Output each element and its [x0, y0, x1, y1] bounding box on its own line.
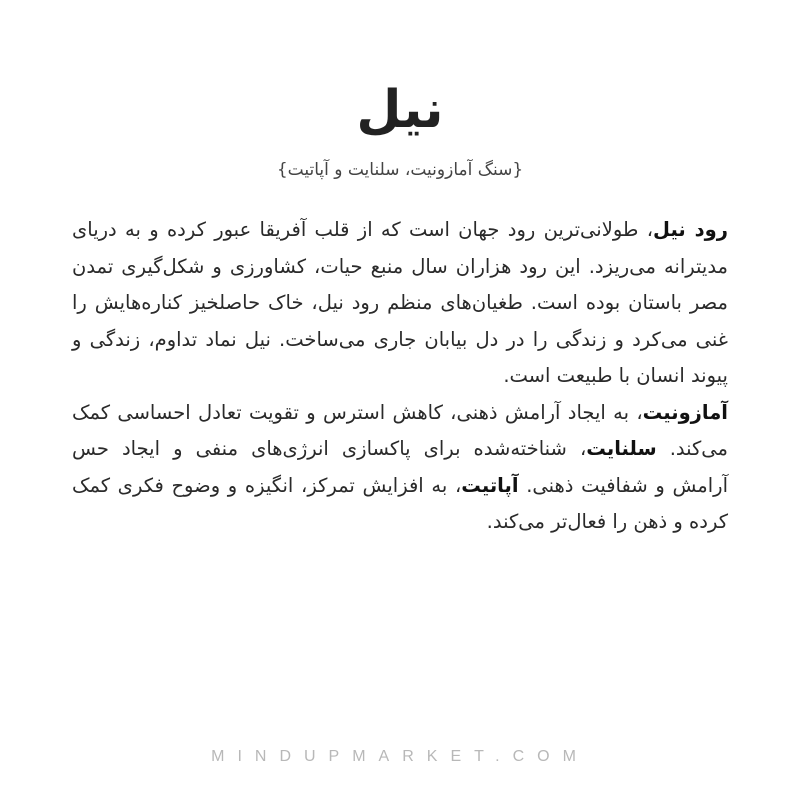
body-text — [72, 212, 728, 541]
bold-apatite: آپاتیت — [461, 473, 519, 497]
paragraph-nile-text: ، طولانی‌ترین رود جهان است که از قلب آفریقا عبور کرده و به دریای مدیترانه می‌ریزد. این رود هزاران سال منبع حیات، کشاورزی و شکل‌گیری تمدن مصر باستان بوده است. طغیان‌های منظم رود نیل، خاک حاصلخیز کناره‌هایش را غنی می‌کرد و زندگی را در دل بیابان جاری می‌ساخت. نیل نماد تداوم، زندگی و پیوند انسان با طبیعت است. — [72, 218, 728, 387]
footer-website: MINDUPMARKET.COM — [211, 748, 589, 765]
paragraph-nile — [72, 212, 728, 395]
page-title: نیل — [356, 80, 444, 140]
paragraph-stones — [72, 395, 728, 541]
amazonite-text: ، به ایجاد آرامش ذهنی، کاهش استرس و تقویت تعادل احساسی کمک می‌کند. — [72, 400, 728, 460]
selenite-text: ، شناخته‌شده برای پاکسازی انرژی‌های منفی و ایجاد حس آرامش و شفافیت ذهنی. — [72, 437, 728, 497]
apatite-text: ، به افزایش تمرکز، انگیزه و وضوح فکری کمک کرده و ذهن را فعال‌تر می‌کند. — [72, 473, 728, 533]
stones-subtitle: {سنگ آمازونیت، سلنایت و آپاتیت} — [276, 160, 524, 180]
bold-selenite: سلنایت — [586, 437, 657, 460]
bold-amazonite: آمازونیت — [642, 400, 728, 424]
bold-lead-nile: رود نیل — [653, 218, 728, 241]
